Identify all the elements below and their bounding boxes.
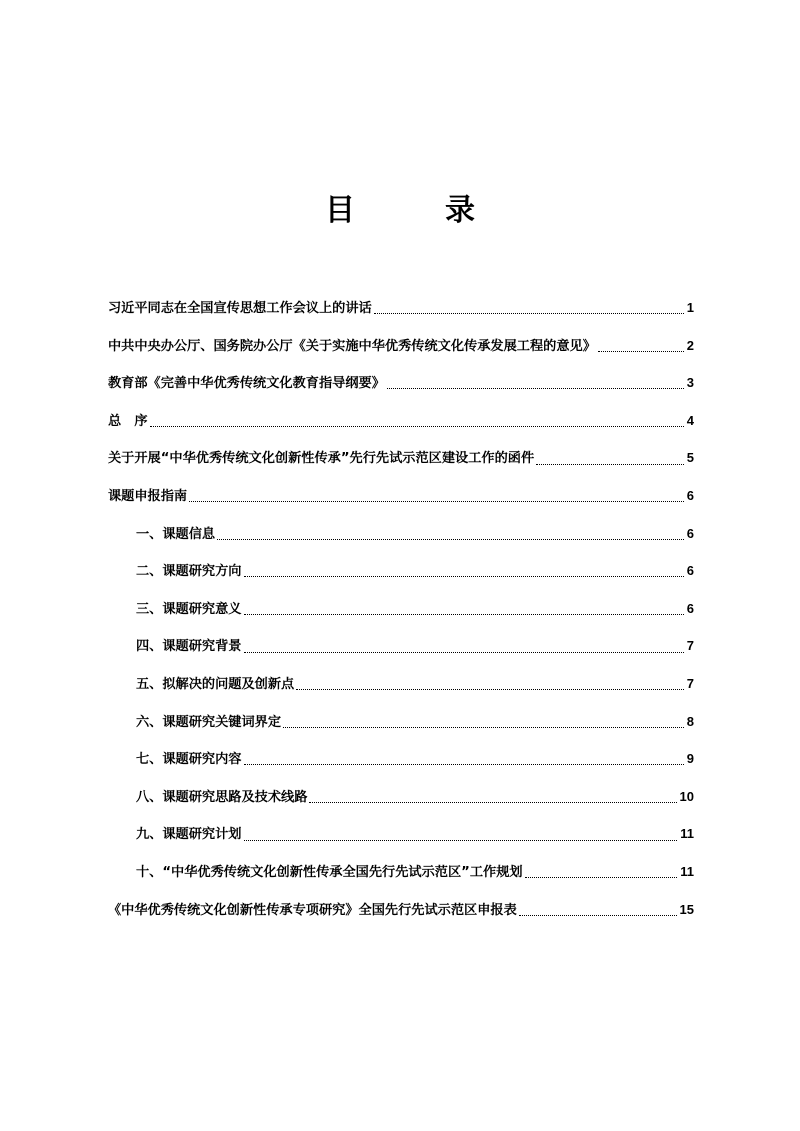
toc-page-number: 7	[686, 638, 694, 654]
toc-leader-dots	[244, 614, 684, 615]
toc-entry[interactable]	[108, 627, 694, 665]
toc-page-number: 2	[686, 337, 694, 353]
toc-entry[interactable]	[108, 477, 694, 515]
toc-page-number: 9	[686, 751, 694, 767]
toc-entry-title: 教育部《完善中华优秀传统文化教育指导纲要》	[108, 376, 385, 392]
toc-entry[interactable]	[108, 815, 694, 853]
toc-entry-title: 关于开展“中华优秀传统文化创新性传承”先行先试示范区建设工作的函件	[108, 451, 535, 467]
toc-leader-dots	[536, 464, 684, 465]
table-of-contents	[108, 289, 694, 928]
toc-entry-title: 习近平同志在全国宣传思想工作会议上的讲话	[108, 301, 372, 316]
toc-leader-dots	[244, 652, 684, 653]
toc-page-number: 6	[686, 563, 694, 579]
toc-leader-dots	[598, 351, 684, 352]
toc-entry[interactable]	[108, 402, 694, 440]
toc-page-number: 1	[686, 300, 694, 315]
toc-entry[interactable]	[108, 778, 694, 816]
toc-leader-dots	[283, 727, 684, 728]
toc-entry[interactable]	[108, 740, 694, 778]
toc-page-number: 5	[686, 450, 694, 466]
toc-page-number: 11	[680, 826, 694, 842]
toc-entry-title: 《中华优秀传统文化创新性传承专项研究》全国先行先试示范区申报表	[108, 902, 517, 918]
toc-entry-title: 十、“中华优秀传统文化创新性传承全国先行先试示范区”工作规划	[136, 864, 523, 880]
toc-entry[interactable]	[108, 552, 694, 590]
toc-leader-dots	[189, 501, 684, 502]
toc-entry[interactable]	[108, 853, 694, 891]
toc-leader-dots	[525, 877, 678, 878]
toc-entry-title: 八、课题研究思路及技术线路	[136, 789, 308, 805]
toc-entry-title: 七、课题研究内容	[136, 752, 242, 768]
toc-page-number: 6	[686, 600, 694, 616]
toc-page-number: 8	[686, 713, 694, 729]
toc-entry-title: 一、课题信息	[136, 526, 216, 542]
toc-page-number: 6	[686, 525, 694, 541]
toc-leader-dots	[519, 915, 677, 916]
toc-leader-dots	[217, 539, 684, 540]
toc-page-number: 11	[680, 863, 694, 879]
toc-entry[interactable]	[108, 289, 694, 327]
toc-page-number: 6	[686, 487, 694, 503]
toc-entry[interactable]	[108, 891, 694, 929]
toc-entry-title: 三、课题研究意义	[136, 601, 242, 617]
toc-page-number: 4	[686, 412, 694, 428]
toc-entry-title: 五、拟解决的问题及创新点	[136, 676, 295, 692]
toc-entry[interactable]	[108, 590, 694, 628]
toc-entry[interactable]	[108, 439, 694, 477]
toc-entry-title: 中共中央办公厅、国务院办公厅《关于实施中华优秀传统文化传承发展工程的意见》	[108, 338, 596, 354]
toc-page-number: 15	[679, 901, 694, 917]
toc-entry[interactable]	[108, 515, 694, 553]
toc-entry-title: 九、课题研究计划	[136, 827, 242, 843]
toc-entry[interactable]	[108, 703, 694, 741]
toc-leader-dots	[244, 576, 684, 577]
toc-entry[interactable]	[108, 364, 694, 402]
toc-leader-dots	[244, 764, 684, 765]
toc-entry-title: 四、课题研究背景	[136, 639, 242, 655]
toc-leader-dots	[296, 689, 684, 690]
toc-leader-dots	[309, 802, 676, 803]
toc-page-number: 7	[686, 675, 694, 691]
toc-entry-title: 课题申报指南	[108, 488, 188, 504]
toc-entry[interactable]	[108, 327, 694, 365]
toc-entry[interactable]	[108, 665, 694, 703]
toc-entry-title: 总 序	[108, 413, 148, 429]
page-title: 目 录	[325, 193, 505, 228]
toc-page-number: 10	[679, 788, 694, 804]
toc-page-number: 3	[686, 375, 694, 391]
toc-leader-dots	[374, 313, 684, 314]
toc-leader-dots	[150, 426, 684, 427]
toc-leader-dots	[387, 388, 684, 389]
toc-entry-title: 六、课题研究关键词界定	[136, 714, 282, 730]
toc-entry-title: 二、课题研究方向	[136, 564, 242, 580]
toc-leader-dots	[244, 840, 678, 841]
